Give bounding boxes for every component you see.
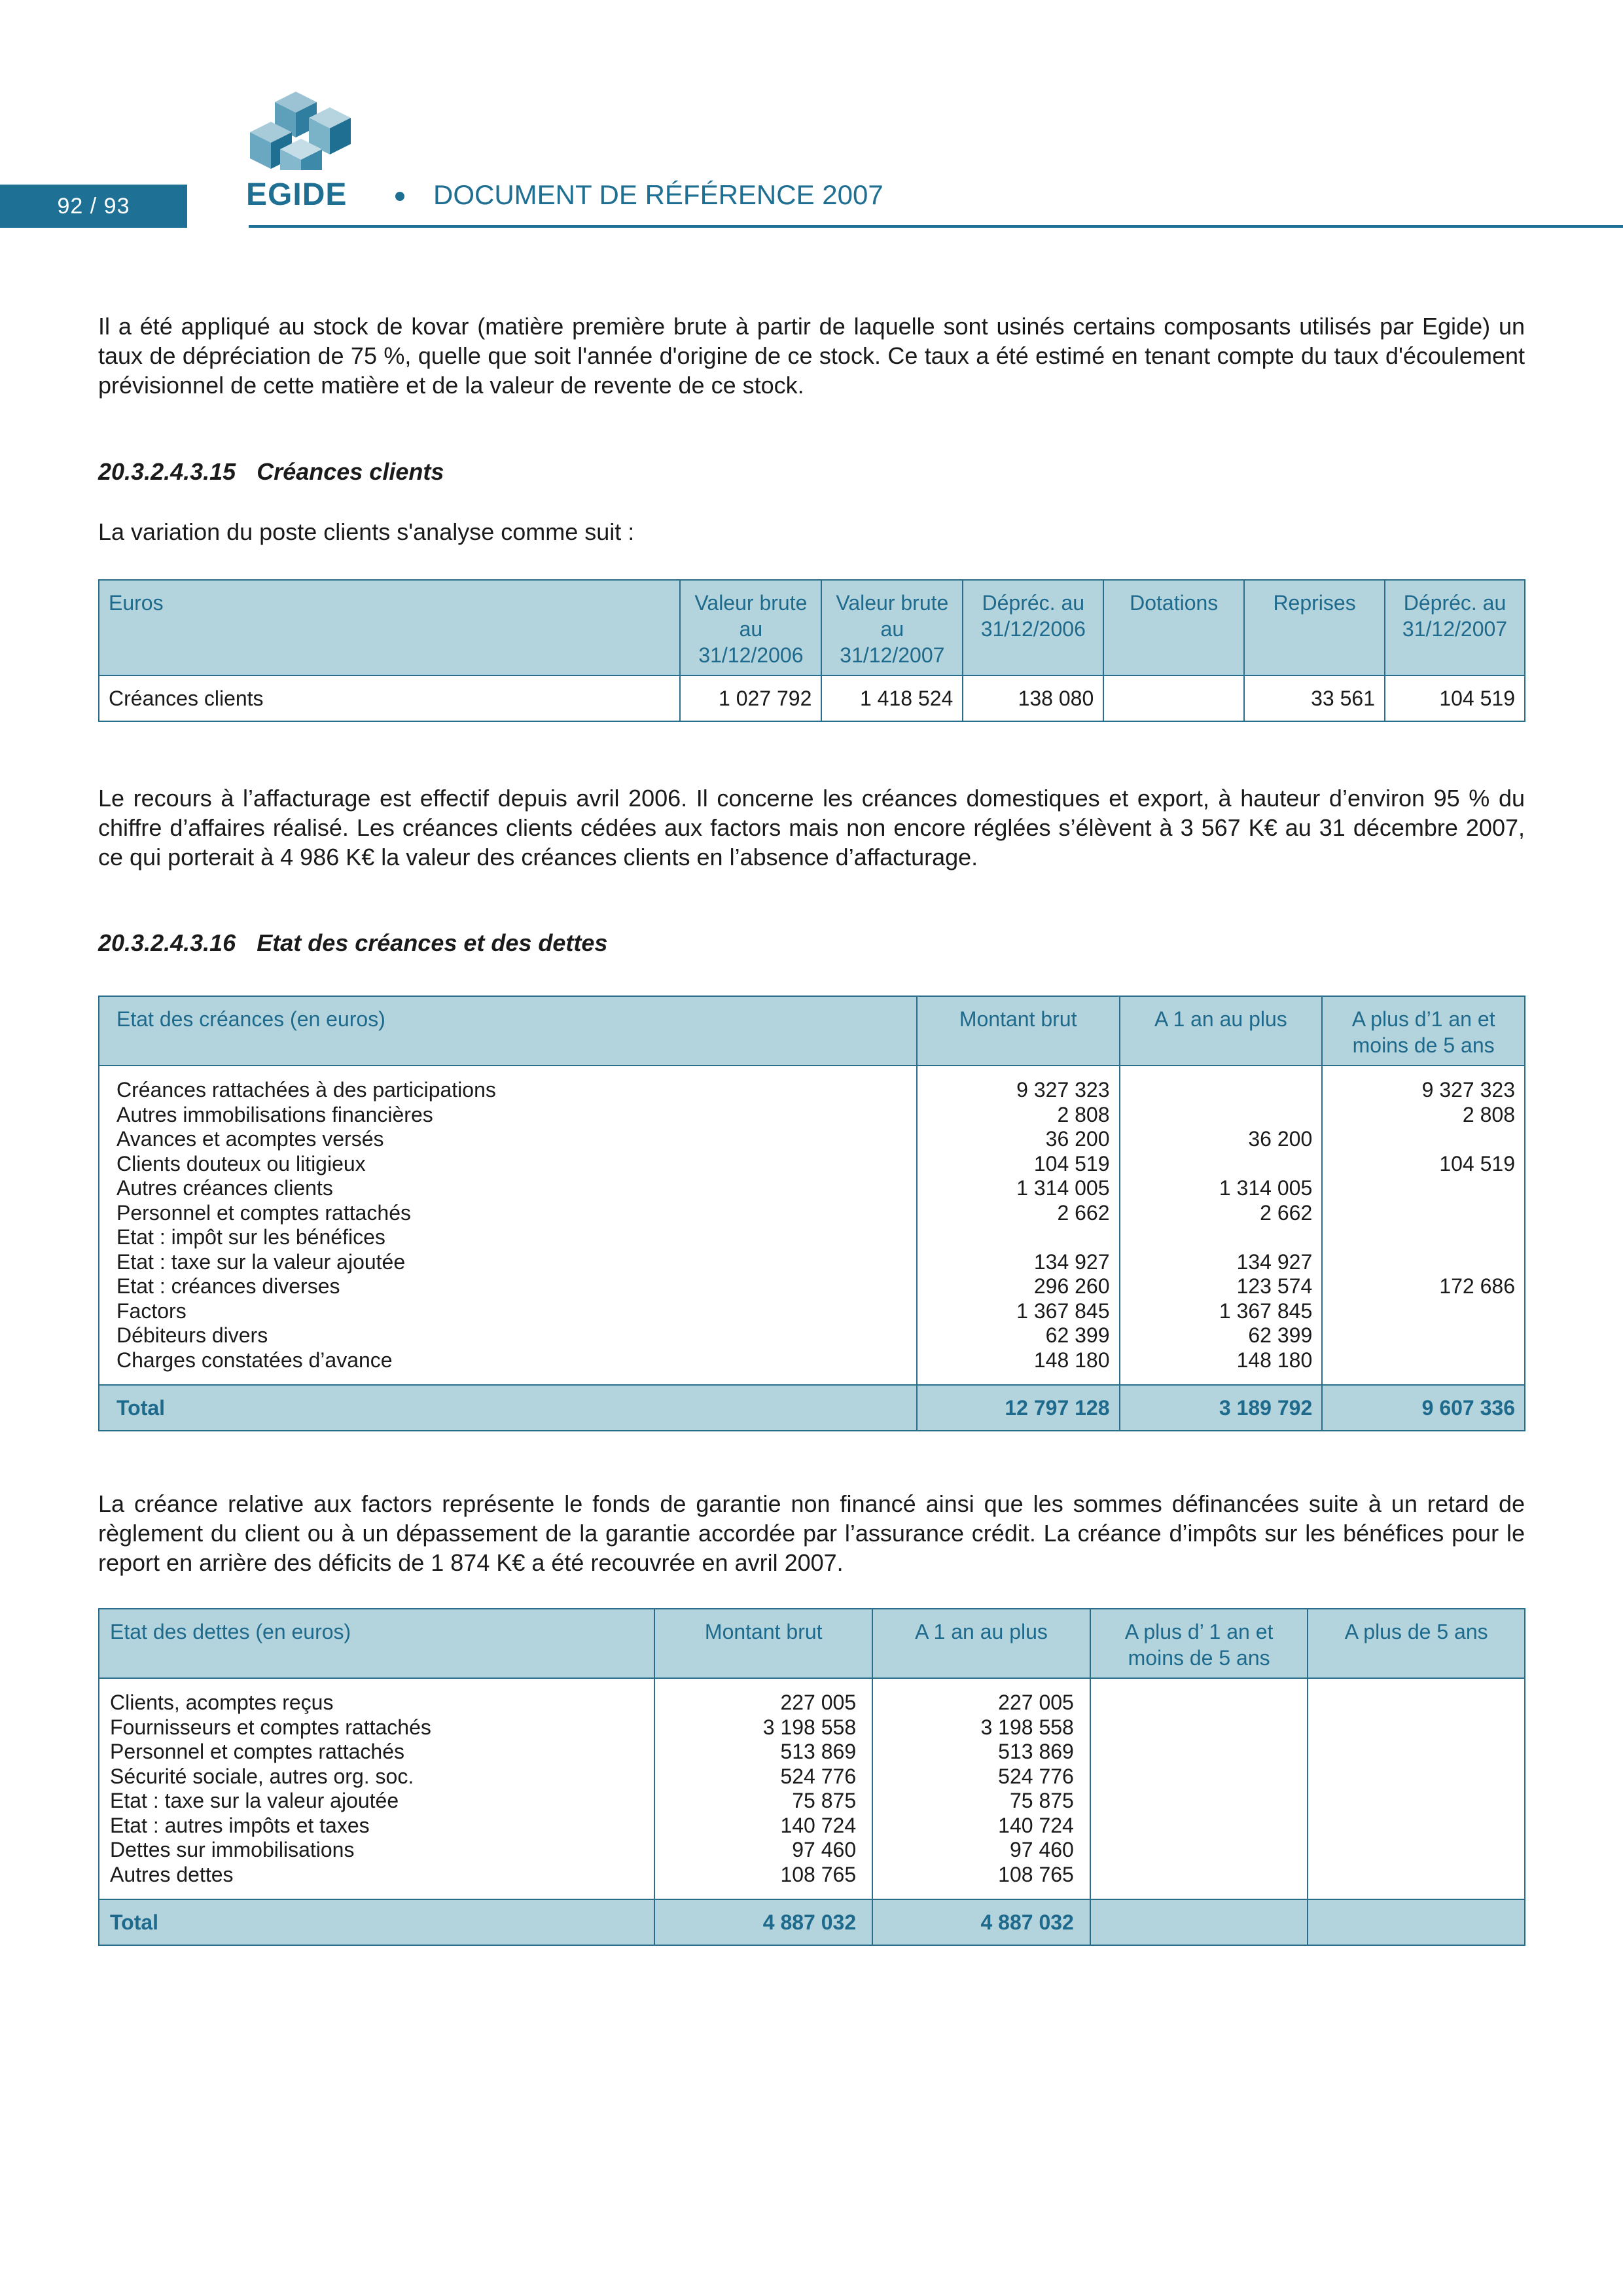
etat-dettes-table xyxy=(98,1608,1525,1946)
total-value: 12 797 128 xyxy=(917,1385,1120,1431)
cell-value: 104 519 xyxy=(1033,1151,1110,1175)
row-label: Clients douteux ou litigieux xyxy=(116,1151,366,1175)
table-header-row xyxy=(99,580,1525,675)
cell-value: 513 869 xyxy=(780,1740,857,1763)
plus-1-an-column xyxy=(1322,1066,1525,1385)
cell-value xyxy=(1130,1152,1313,1177)
row-label: Clients, acomptes reçus xyxy=(110,1691,334,1714)
row-label: Avances et acomptes versés xyxy=(116,1127,384,1151)
section-number: 20.3.2.4.3.15 xyxy=(98,458,236,485)
total-value xyxy=(1090,1899,1308,1945)
cell-value: 172 686 xyxy=(1439,1274,1515,1298)
column-header: Valeur brute au 31/12/2007 xyxy=(821,580,963,675)
dettes-labels-column xyxy=(99,1678,654,1899)
cell-value: 1 314 005 xyxy=(1016,1176,1110,1200)
cell-value: 1 027 792 xyxy=(680,675,821,721)
cell-value: 104 519 xyxy=(1439,1151,1515,1175)
row-label: Sécurité sociale, autres org. soc. xyxy=(110,1764,414,1788)
total-value xyxy=(1308,1899,1525,1945)
cell-value xyxy=(1130,1103,1313,1128)
cell-value: 134 927 xyxy=(1033,1249,1110,1274)
column-header: Reprises xyxy=(1244,580,1385,675)
table-row xyxy=(99,675,1525,721)
cell-value: 1 367 845 xyxy=(1016,1299,1110,1323)
row-label: Personnel et comptes rattachés xyxy=(110,1740,405,1763)
column-header: Dépréc. au 31/12/2006 xyxy=(963,580,1103,675)
plus-1-an-column xyxy=(1090,1678,1308,1899)
table-header-row xyxy=(99,1609,1525,1678)
column-header: A 1 an au plus xyxy=(872,1609,1090,1678)
cell-value xyxy=(927,1225,1110,1250)
section-title: Créances clients xyxy=(257,458,444,485)
cell-value: 62 399 xyxy=(1248,1323,1313,1347)
cell-value: 524 776 xyxy=(780,1764,857,1788)
total-row xyxy=(99,1385,1525,1431)
cell-value: 75 875 xyxy=(1009,1789,1074,1812)
logo-wordmark: EGIDE xyxy=(246,177,348,212)
row-label: Factors xyxy=(116,1299,187,1323)
cell-value: 108 765 xyxy=(998,1862,1074,1886)
total-label: Total xyxy=(99,1385,917,1431)
factors-paragraph: La créance relative aux factors représente le fonds de garantie non financé ainsi que les sommes définancées suite à un retard de règlement du client ou à un dépassement de la garantie accordée par l’assurance crédit. La créance d’impôts sur les bénéfices pour le report en arrière des déficits de 1 874 K€ a été recouvrée en avril 2007. xyxy=(98,1490,1525,1576)
title-bullet xyxy=(395,192,404,201)
cell-value: 2 662 xyxy=(1260,1200,1313,1225)
table-header-row xyxy=(99,996,1525,1066)
column-header: Dépréc. au 31/12/2007 xyxy=(1385,580,1525,675)
cell-value: 108 765 xyxy=(780,1862,857,1886)
document-title: DOCUMENT DE RÉFÉRENCE 2007 xyxy=(433,179,883,210)
cell-value xyxy=(1103,675,1244,721)
column-header: Etat des créances (en euros) xyxy=(99,996,917,1066)
cell-value: 138 080 xyxy=(963,675,1103,721)
cell-value: 513 869 xyxy=(998,1740,1074,1763)
row-label: Charges constatées d’avance xyxy=(116,1348,393,1372)
cell-value: 9 327 323 xyxy=(1016,1078,1110,1102)
column-header: A plus de 5 ans xyxy=(1308,1609,1525,1678)
cell-value: 1 367 845 xyxy=(1219,1299,1313,1323)
plus-5-ans-column xyxy=(1308,1678,1525,1899)
cell-value xyxy=(1332,1348,1515,1373)
total-value: 3 189 792 xyxy=(1120,1385,1323,1431)
montant-brut-column xyxy=(917,1066,1120,1385)
column-header: Etat des dettes (en euros) xyxy=(99,1609,654,1678)
row-label: Dettes sur immobilisations xyxy=(110,1838,355,1861)
cell-value: 3 198 558 xyxy=(762,1715,857,1739)
cell-value: 33 561 xyxy=(1244,675,1385,721)
a-1-an-column xyxy=(872,1678,1090,1899)
creances-labels-column xyxy=(99,1066,917,1385)
total-row xyxy=(99,1899,1525,1945)
cell-value: 227 005 xyxy=(780,1691,857,1714)
column-header: Euros xyxy=(99,580,680,675)
cell-value: 140 724 xyxy=(780,1813,857,1837)
row-label: Autres créances clients xyxy=(116,1176,333,1200)
cell-value: 9 327 323 xyxy=(1421,1078,1515,1102)
cell-value xyxy=(1332,1299,1515,1324)
total-label: Total xyxy=(99,1899,654,1945)
row-label: Débiteurs divers xyxy=(116,1323,268,1347)
cell-value xyxy=(1332,1201,1515,1226)
cell-value xyxy=(1130,1225,1313,1250)
cell-value: 1 314 005 xyxy=(1219,1176,1313,1200)
etat-creances-table xyxy=(98,996,1525,1431)
column-header: A plus d’1 an et moins de 5 ans xyxy=(1322,996,1525,1066)
cell-value: 2 808 xyxy=(1462,1102,1515,1126)
cell-value: 227 005 xyxy=(998,1691,1074,1714)
section-title: Etat des créances et des dettes xyxy=(257,929,608,956)
cell-value: 123 574 xyxy=(1236,1274,1313,1298)
section-lead: La variation du poste clients s'analyse comme suit : xyxy=(98,518,635,545)
column-header: A 1 an au plus xyxy=(1120,996,1323,1066)
total-value: 4 887 032 xyxy=(654,1899,872,1945)
cell-value: 36 200 xyxy=(1045,1127,1110,1151)
row-label: Etat : taxe sur la valeur ajoutée xyxy=(110,1789,399,1812)
row-label: Fournisseurs et comptes rattachés xyxy=(110,1715,431,1739)
affacturage-paragraph: Le recours à l’affacturage est effectif depuis avril 2006. Il concerne les créances domestiques et export, à hauteur d’environ 95 % du chiffre d’affaires réalisé. Les créances clients cédées aux factors mais non encore réglées s’élèvent à 3 567 K€ au 31 décembre 2007, ce qui porterait à 4 986 K€ la valeur des créances clients en l’absence d’affacturage. xyxy=(98,785,1525,870)
section-heading-etat-creances-dettes xyxy=(98,929,607,957)
cell-value xyxy=(1332,1250,1515,1275)
cell-value: 97 460 xyxy=(1009,1838,1074,1861)
page-indicator: 92 / 93 xyxy=(0,185,187,228)
cell-value: 1 418 524 xyxy=(821,675,963,721)
column-header: Montant brut xyxy=(654,1609,872,1678)
row-label: Créances rattachées à des participations xyxy=(116,1078,496,1102)
section-number: 20.3.2.4.3.16 xyxy=(98,929,236,956)
cell-value: 97 460 xyxy=(792,1838,857,1861)
column-header: Valeur brute au 31/12/2006 xyxy=(680,580,821,675)
row-label: Personnel et comptes rattachés xyxy=(116,1200,412,1225)
cell-value xyxy=(1332,1323,1515,1348)
row-label: Etat : autres impôts et taxes xyxy=(110,1813,370,1837)
header-divider xyxy=(249,225,1623,228)
table-row xyxy=(99,1678,1525,1899)
cell-value: 2 808 xyxy=(1057,1102,1110,1126)
cell-value: 148 180 xyxy=(1033,1348,1110,1372)
row-label: Etat : impôt sur les bénéfices xyxy=(116,1225,385,1249)
total-value: 4 887 032 xyxy=(872,1899,1090,1945)
cell-value: 140 724 xyxy=(998,1813,1074,1837)
cell-value: 104 519 xyxy=(1385,675,1525,721)
row-label: Etat : créances diverses xyxy=(116,1274,340,1298)
a-1-an-column xyxy=(1120,1066,1323,1385)
row-label: Etat : taxe sur la valeur ajoutée xyxy=(116,1249,406,1274)
section-heading-creances-clients xyxy=(98,458,444,486)
cell-value: 148 180 xyxy=(1236,1348,1313,1372)
cell-value xyxy=(1332,1176,1515,1201)
column-header: A plus d’ 1 an et moins de 5 ans xyxy=(1090,1609,1308,1678)
montant-brut-column xyxy=(654,1678,872,1899)
column-header: Montant brut xyxy=(917,996,1120,1066)
cell-value: 75 875 xyxy=(792,1789,857,1812)
cell-value: 134 927 xyxy=(1236,1249,1313,1274)
cell-value: 3 198 558 xyxy=(980,1715,1074,1739)
cell-value xyxy=(1332,1127,1515,1152)
total-value: 9 607 336 xyxy=(1322,1385,1525,1431)
creances-clients-table xyxy=(98,579,1525,722)
cell-value: 36 200 xyxy=(1248,1127,1313,1151)
cell-value: 296 260 xyxy=(1033,1274,1110,1298)
row-label: Autres immobilisations financières xyxy=(116,1102,433,1126)
cell-value: 62 399 xyxy=(1045,1323,1110,1347)
cell-value xyxy=(1332,1225,1515,1250)
row-label: Créances clients xyxy=(99,675,680,721)
cell-value: 2 662 xyxy=(1057,1200,1110,1225)
table-row xyxy=(99,1066,1525,1385)
cell-value xyxy=(1130,1078,1313,1103)
cell-value: 524 776 xyxy=(998,1764,1074,1788)
column-header: Dotations xyxy=(1103,580,1244,675)
row-label: Autres dettes xyxy=(110,1862,234,1886)
intro-paragraph: Il a été appliqué au stock de kovar (matière première brute à partir de laquelle sont usinés certains composants utilisés par Egide) un taux de dépréciation de 75 %, quelle que soit l'année d'origine de ce stock. Ce taux a été estimé en tenant compte du taux d'écoulement prévisionnel de cette matière et de la valeur de revente de ce stock. xyxy=(98,313,1525,399)
